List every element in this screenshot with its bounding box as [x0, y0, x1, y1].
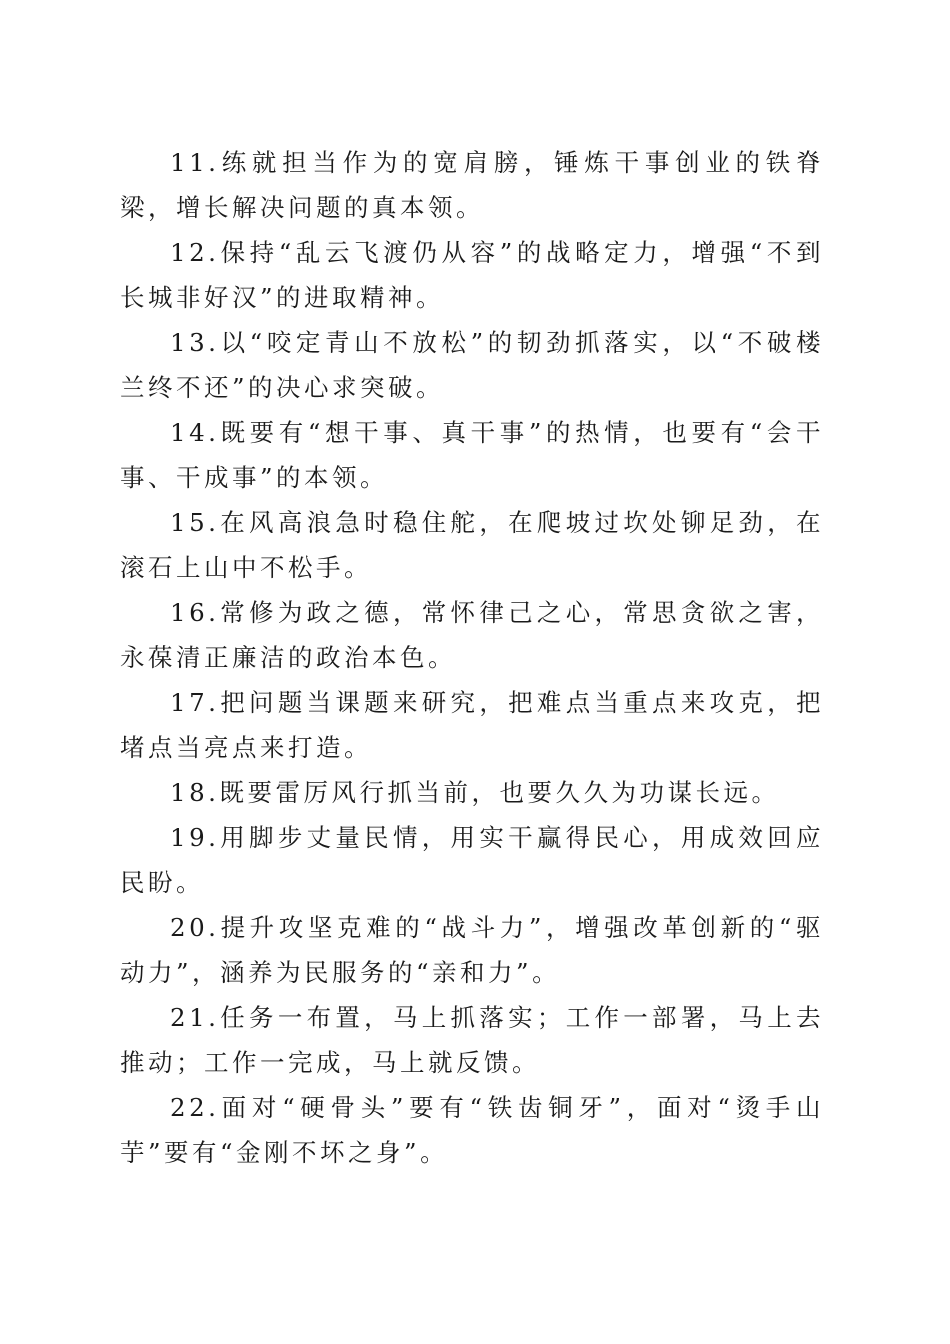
list-item-16: 16.常修为政之德，常怀律己之心，常思贪欲之害，永葆清正廉洁的政治本色。 [120, 598, 824, 672]
list-item-12: 12.保持“乱云飞渡仍从容”的战略定力，增强“不到长城非好汉”的进取精神。 [120, 238, 824, 312]
list-item-19: 19.用脚步丈量民情，用实干赢得民心，用成效回应民盼。 [120, 823, 824, 897]
list-item-13: 13.以“咬定青山不放松”的韧劲抓落实，以“不破楼兰终不还”的决心求突破。 [120, 328, 824, 402]
list-item-20: 20.提升攻坚克难的“战斗力”，增强改革创新的“驱动力”，涵养为民服务的“亲和力”。 [120, 913, 824, 987]
document-body [120, 140, 824, 1175]
list-item-17: 17.把问题当课题来研究，把难点当重点来攻克，把堵点当亮点来打造。 [120, 688, 824, 762]
list-item-14: 14.既要有“想干事、真干事”的热情，也要有“会干事、干成事”的本领。 [120, 418, 824, 492]
list-item-21: 21.任务一布置，马上抓落实；工作一部署，马上去推动；工作一完成，马上就反馈。 [120, 1003, 824, 1077]
list-item-22: 22.面对“硬骨头”要有“铁齿铜牙”，面对“烫手山芋”要有“金刚不坏之身”。 [120, 1093, 824, 1167]
list-item-11: 11.练就担当作为的宽肩膀，锤炼干事创业的铁脊梁，增长解决问题的真本领。 [120, 148, 824, 222]
list-item-15: 15.在风高浪急时稳住舵，在爬坡过坎处铆足劲，在滚石上山中不松手。 [120, 508, 824, 582]
list-item-18: 18.既要雷厉风行抓当前，也要久久为功谋长远。 [170, 778, 780, 807]
